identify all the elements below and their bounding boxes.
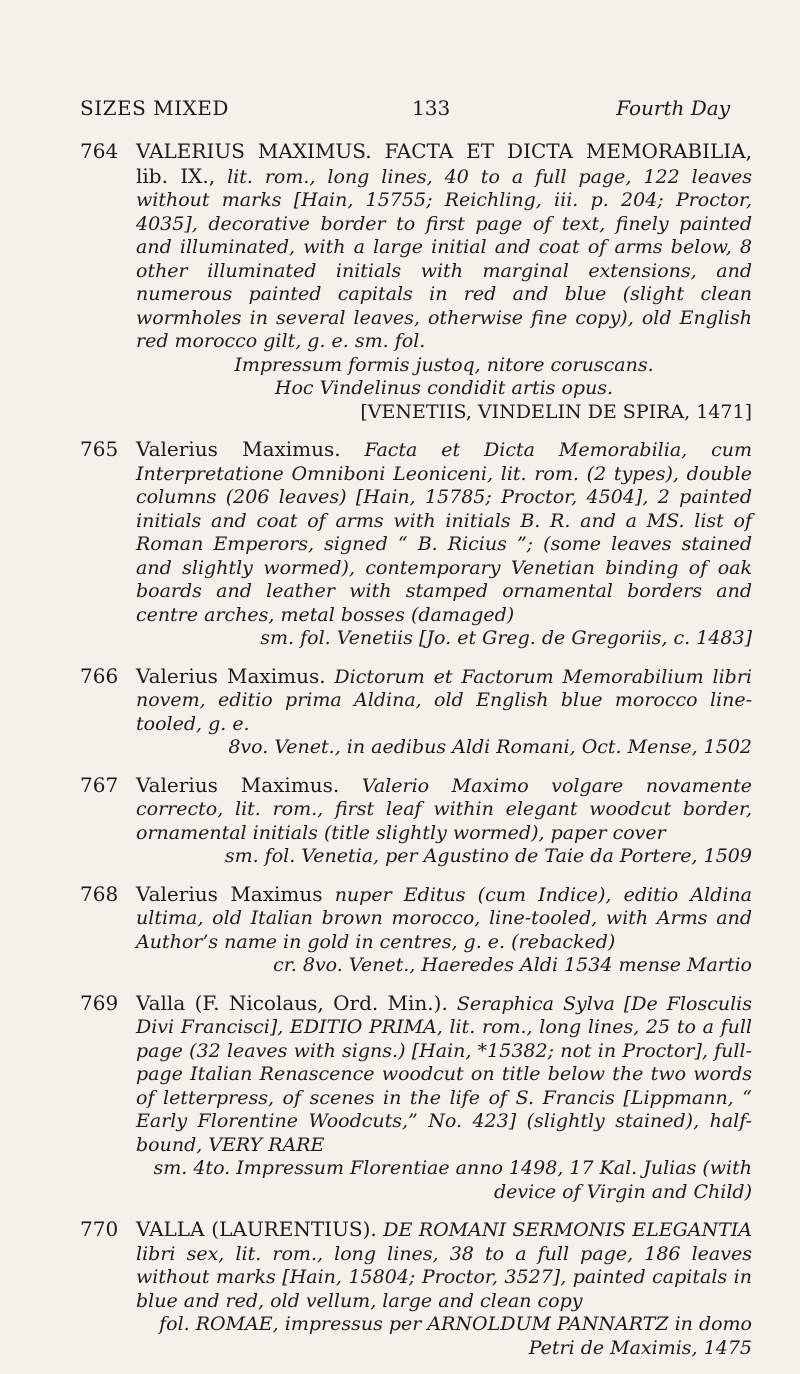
lot-entry	[80, 1218, 752, 1360]
lot-entry	[80, 992, 752, 1205]
lot-description	[136, 774, 752, 869]
lot-details: Valerio Maximo volgare novamente correcto, lit. rom., first leaf within elegant woodcut border, ornamental initials (title slightly wormed), paper cover	[136, 774, 752, 844]
lot-author: Valerius Maximus	[136, 881, 323, 906]
lot-number: 768	[80, 881, 119, 906]
lot-imprint: sm. fol. Venetia, per Agustino de Taie da Portere, 1509	[224, 845, 752, 867]
section-title: SIZES MIXED	[80, 96, 229, 120]
lot-description	[136, 140, 752, 424]
lot-number: 767	[80, 772, 119, 797]
lot-author: Valerius Maximus.	[136, 663, 326, 688]
lot-entry	[80, 438, 752, 651]
lot-description	[136, 438, 752, 651]
lot-details: nuper Editus (cum Indice), editio Aldina ultima, old Italian brown morocco, line-tooled, with Arms and Author’s name in gold in centres, g. e. (rebacked)	[136, 883, 752, 953]
lot-number: 766	[80, 663, 119, 688]
lot-number: 764	[80, 139, 119, 163]
lot-entry	[80, 140, 752, 424]
lot-description	[136, 665, 752, 760]
running-header	[80, 96, 730, 126]
lot-description	[136, 1218, 752, 1360]
lot-list	[80, 140, 752, 1374]
lot-details: Dictorum et Factorum Memorabilium libri novem, editio prima Aldina, old English blue morocco line-tooled, g. e.	[136, 665, 752, 735]
lot-details: DE ROMANI SERMONIS ELEGANTIA libri sex, lit. rom., long lines, 38 to a full page, 186 leaves without marks [Hain, 15804; Proctor, 3527], painted capitals in blue and red, old vellum, large and clean copy	[136, 1219, 753, 1312]
lot-details: lit. rom., long lines, 40 to a full page, 122 leaves without marks [Hain, 15755; Reichling, iii. p. 204; Proctor, 4035], decorative border to first page of text, finely painted and illuminated, with a large initial and coat of arms below, 8 other illuminated initials with marginal extensions, and numerous painted capitals in red and blue (slight clean wormholes in several leaves, otherwise fine copy), old English red morocco gilt, g. e.	[136, 165, 753, 352]
lot-imprint: sm. 4to. Impressum Florentiae anno 1498, 17 Kal. Julias (with device of Virgin and Child)	[153, 1157, 752, 1203]
lot-imprint: fol. ROMAE, impressus per ARNOLDUM PANNARTZ in domo Petri de Maximis, 1475	[159, 1313, 752, 1359]
lot-entry	[80, 883, 752, 978]
lot-author: Valla (F. Nicolaus, Ord. Min.).	[136, 990, 448, 1015]
page-number: 133	[412, 96, 451, 120]
colophon-line: Hoc Vindelinus condidit artis opus.	[274, 377, 614, 399]
lot-author: Valerius Maximus.	[136, 437, 341, 461]
lot-format: sm. fol.	[354, 330, 426, 352]
lot-description	[136, 883, 752, 978]
lot-number: 770	[80, 1217, 119, 1241]
lot-imprint: 8vo. Venet., in aedibus Aldi Romani, Oct. Mense, 1502	[228, 736, 752, 758]
lot-imprint: sm. fol. Venetiis [Jo. et Greg. de Gregoriis, c. 1483]	[260, 627, 752, 649]
sale-day: Fourth Day	[616, 96, 730, 120]
lot-imprint: [VENETIIS, VINDELIN DE SPIRA, 1471]	[360, 400, 752, 423]
lot-details: Facta et Dicta Memorabilia, cum Interpretatione Omniboni Leoniceni, lit. rom. (2 types), double columns (206 leaves) [Hain, 15785; Proctor, 4504], 2 painted initials and coat of arms with initials B. R. and a MS. list of Roman Emperors, signed “ B. Ricius ”; (some leaves stained and slightly wormed), contemporary Venetian binding of oak boards and leather with stamped ornamental borders and centre arches, metal bosses (damaged)	[136, 439, 752, 626]
lot-entry	[80, 774, 752, 869]
lot-author: VALLA (LAURENTIUS).	[136, 1217, 377, 1241]
lot-imprint: cr. 8vo. Venet., Haeredes Aldi 1534 mense Martio	[273, 954, 752, 976]
lot-details: Seraphica Sylva [De Flosculis Divi Francisci], EDITIO PRIMA, lit. rom., long lines, 25 to a full page (32 leaves with signs.) [Hain, *15382; not in Proctor], full-page Italian Renascence woodcut on title below the two words of letterpress, of scenes in the life of S. Francis [Lippmann, “ Early Florentine Woodcuts,” No. 423] (slightly stained), half-bound, VERY RARE	[136, 992, 752, 1156]
colophon-line: Impressum formis justoq, nitore coruscans.	[234, 353, 654, 376]
lot-author: VALERIUS MAXIMUS. FACTA ET DICTA MEMORABILIA, lib. IX.,	[136, 139, 752, 188]
lot-number: 769	[80, 990, 119, 1015]
lot-author: Valerius Maximus.	[136, 772, 340, 797]
lot-entry	[80, 665, 752, 760]
lot-number: 765	[80, 437, 119, 461]
lot-description	[136, 992, 752, 1205]
